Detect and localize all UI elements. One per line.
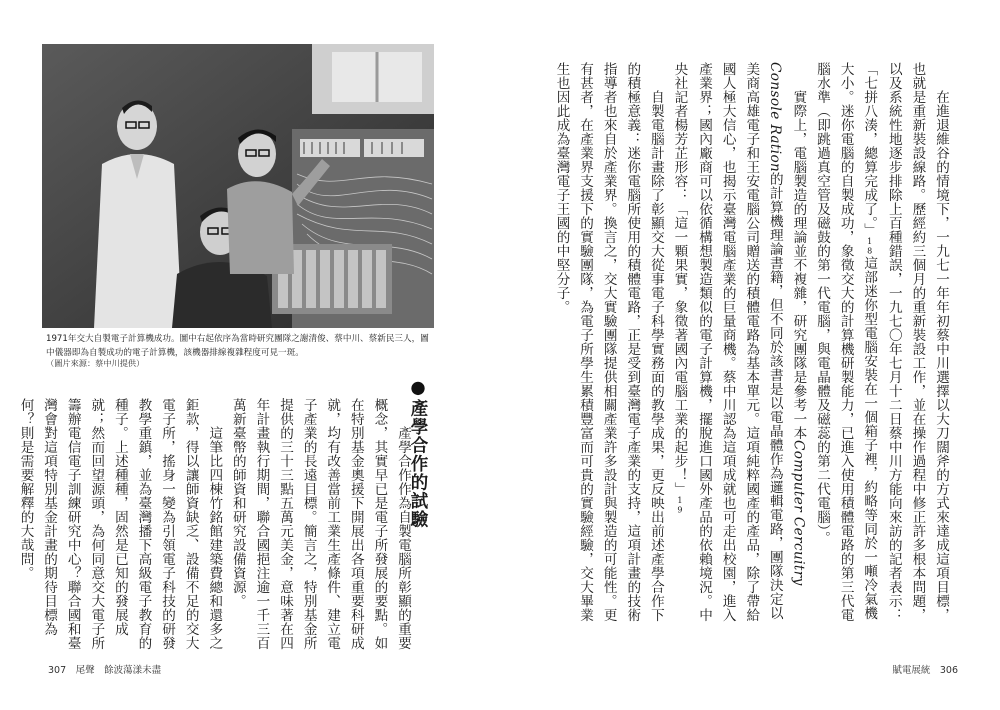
right-page: [500, 0, 1000, 710]
bullet-icon: ●: [408, 378, 428, 399]
left-page-number: 307: [48, 665, 67, 676]
left-folio: [48, 662, 161, 676]
right-body-part1: 在進退維谷的情境下，一九七一年年初蔡中川選擇以大刀闊斧的方式來達成這項目標，也就是重新裝設線路。歷經約三個月的重新裝設工作，並在操作過程中修正許多根本問題，以及系統性地逐步排除上百種錯誤，一九七〇年七月十二日蔡中川方能向來訪的記者表示：「七拼八湊，總算完成了。」: [861, 62, 949, 622]
left-body-text: 產學合作作為自製電腦所彰顯的重要概念，其實早已是電子所發展的要點。如在特別基金奧援下開展出各項重要科研成就，均有改善當前工業生產條件、建立電子產業的長遠目標。簡言之，特別基金所提供的三十三點五萬元美金，意味著在四年計畫執行期間，聯合國挹注逾一千三百萬新臺幣的師資和研究設備資源。 這筆比四棟竹銘館建築費總和還多之鉅款，得以讓師資缺乏、設備不足的交大電子所，搖身一變為引領電子科技的研發教學重鎮，並為臺灣播下高級電子教育的種子。上述種種，固然是已知的發展成就；然而回望源頭，為何同意交大電子所籌辦電信電子訓練研究中心？聯合國和臺灣會對這項特別基金計畫的期待目標為何？則是需要解釋的大哉問。: [17, 398, 411, 650]
photo-credit: （圖片來源：蔡中川提供）: [46, 358, 145, 368]
photo-caption: 1971年交大自製電子計算機成功。圖中右起依序為當時研究團隊之謝清俊、蔡中川、蔡新民三人，圖中儀器即為自製成功的電子計算機，該機器排線複雜程度可見一斑。: [46, 334, 429, 358]
right-body-part4: 自製電腦計畫除了彰顯交大從事電子科學實務面的教學成果，更反映出前述產學合作下的積極意義：迷你電腦所使用的積體電路，正是受到臺灣電子產業的支持，這項計畫的技術指導者也來自於產業界。換言之，交大實驗團隊提供相關產業許多設計與製造的可能性。更有甚者，在產業界支援下的實驗團隊，為電子所學生累積豐富而可貴的實驗經驗，交大畢業生也因此成為臺灣電子王國的中堅分子。: [553, 62, 664, 622]
left-running-title: 尾聲 餘波蕩漾未盡: [75, 665, 162, 676]
footnote-ref-18: 18: [865, 237, 875, 257]
book-title: Computer Cercuitry Console Ration: [766, 62, 807, 586]
historical-photo: [42, 44, 434, 328]
right-body-part2: 這部迷你型電腦安裝在一個箱子裡，約略等同於一噸冷氣機大小。迷你電腦的自製成功，象徵交大的計算機研製能力，已進入使用積體電路的第三代電腦水準（即跳過真空管及磁鼓的第一代電腦，與電晶體及磁蕊的第二代電腦）。 實際上，電腦製造的理論並不複雜，研究團隊是參考一本: [790, 62, 878, 622]
right-body-text: [553, 62, 952, 632]
right-body-part3: 的計算機理論書籍，但不同於該書是以電晶體作為邏輯電路，團隊決定以美商高雄電子和王安電腦公司贈送的積體電路為基本單元。這項純粹國產的產品，除了帶給國人極大信心，也揭示臺灣電腦產業的巨量商機。蔡中川認為這項成就也可走出校園，進入產業界；國內廠商可以依循構想製造類似的電子計算機，擺脫進口國外產品的依賴境況。中央社記者楊芳芷形容：「這一顆果實，象徵著國內電腦工業的起步！」: [671, 62, 783, 622]
photo-illustration: [42, 44, 434, 328]
section-heading-text: 產學合作的試驗: [408, 399, 428, 529]
right-running-title: 賦電展統: [892, 665, 931, 676]
right-folio: [892, 662, 958, 676]
footnote-ref-19: 19: [675, 496, 685, 515]
right-page-number: 306: [939, 665, 958, 676]
